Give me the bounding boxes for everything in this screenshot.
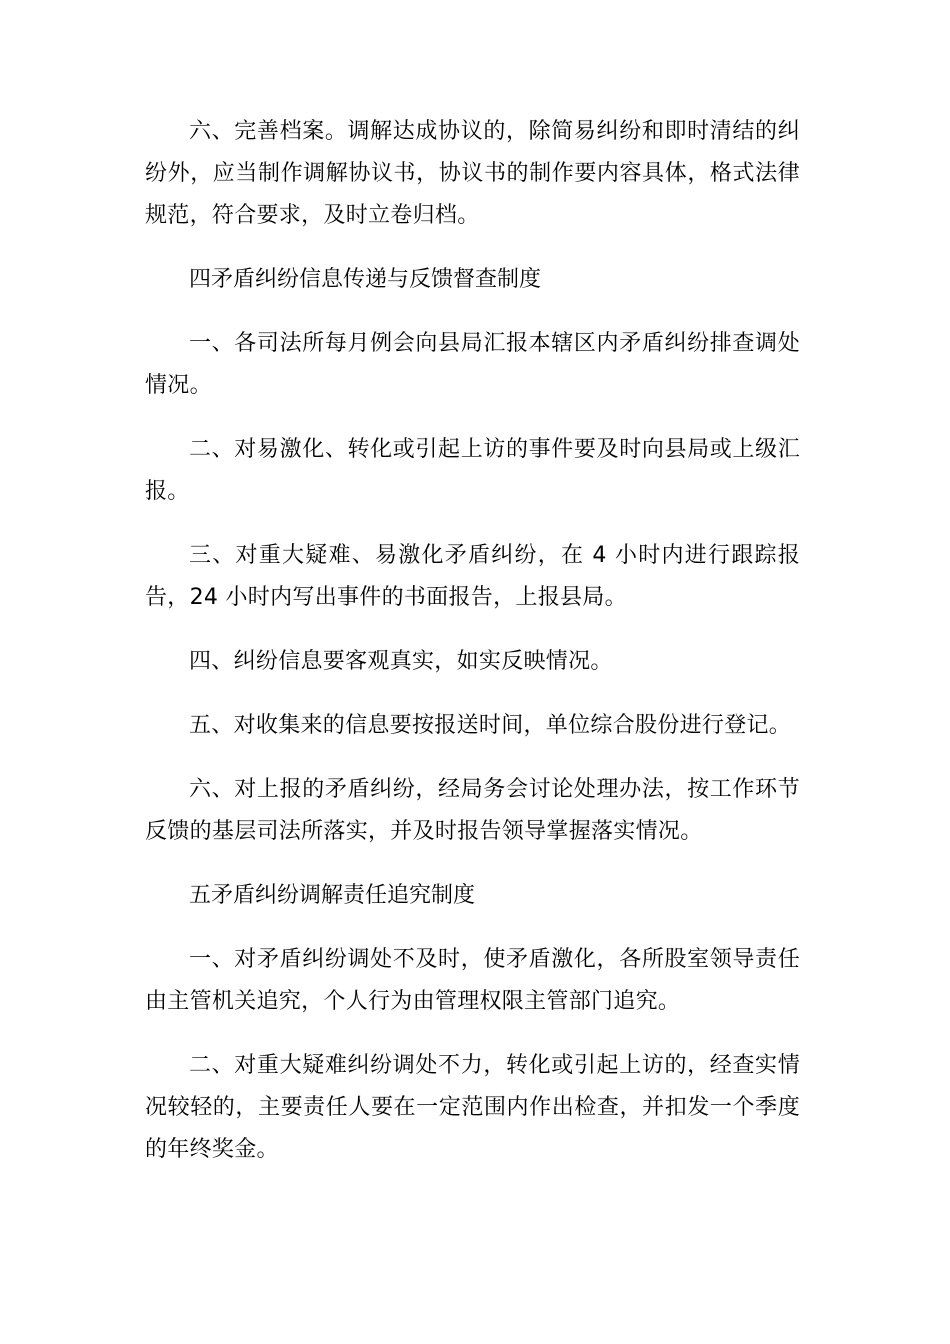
document-body [145, 111, 800, 1193]
paragraph-responsibility: 一、对矛盾纠纷调处不及时，使矛盾激化，各所股室领导责任由主管机关追究，个人行为由管理权限主管部门追究。 [145, 947, 800, 1014]
paragraph-objective-info: 四、纠纷信息要客观真实，如实反映情况。 [189, 649, 613, 674]
paragraph-registration: 五、对收集来的信息要按报送时间，单位综合股份进行登记。 [189, 713, 792, 738]
paragraph-monthly-report: 一、各司法所每月例会向县局汇报本辖区内矛盾纠纷排查调处情况。 [145, 331, 800, 398]
paragraph-archive: 六、完善档案。调解达成协议的，除简易纠纷和即时清结的纠纷外，应当制作调解协议书，协议书的制作要内容具体，格式法律规范，符合要求，及时立卷归档。 [145, 119, 800, 228]
paragraph-feedback-implementation: 六、对上报的矛盾纠纷，经局务会讨论处理办法，按工作环节反馈的基层司法所落实，并及时报告领导掌握落实情况。 [145, 777, 800, 844]
paragraph-escalation-report: 二、对易激化、转化或引起上访的事件要及时向县局或上级汇报。 [145, 437, 800, 504]
paragraph-major-dispute-report: 三、对重大疑难、易激化矛盾纠纷，在 4 小时内进行跟踪报告，24 小时内写出事件的书面报告，上报县局。 [145, 543, 800, 610]
section-heading-accountability: 五矛盾纠纷调解责任追究制度 [189, 883, 476, 908]
section-heading-info-feedback: 四矛盾纠纷信息传递与反馈督查制度 [189, 267, 542, 292]
paragraph-penalty: 二、对重大疑难纠纷调处不力，转化或引起上访的，经查实情况较轻的，主要责任人要在一定范围内作出检查，并扣发一个季度的年终奖金。 [145, 1053, 800, 1162]
